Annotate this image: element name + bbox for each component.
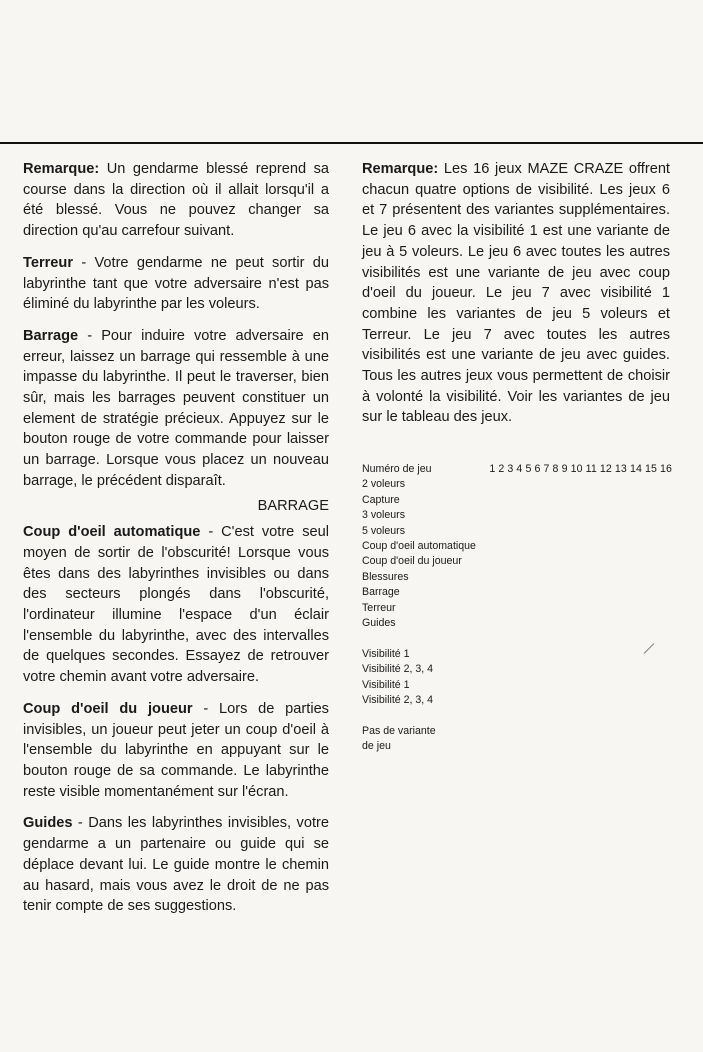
visibility-row: Visibilité 2, 3, 4: [362, 663, 434, 676]
term: Guides: [23, 815, 73, 832]
paragraph-text: - Pour induire votre adversaire en erreur, laissez un barrage qui ressemble à une impasse du labyrinthe. Il peut le traverser, bien sûr, mais les barrages peuvent constituer un element de stratégie précieux. Appuyez sur le bouton rouge de votre commande pour laisser un barrage. Lorsque vous placez un nouveau barrage, le précédent disparaît.: [23, 327, 329, 489]
table-header-label: Numéro de jeu: [362, 463, 432, 475]
game-numbers: 1 2 3 4 5 6 7 8 9 10 11 12 13 14 15 16: [489, 463, 672, 475]
table-row: Capture: [362, 493, 400, 506]
paragraph-text: Un gendarme blessé reprend sa course dans la direction où il allait lorsqu'il a été blessé. Vous ne pouvez changer sa direction qu'au carrefour suivant.: [23, 161, 329, 240]
visibility-row: Visibilité 2, 3, 4: [362, 694, 434, 707]
barrage-caption: BARRAGE: [257, 497, 329, 514]
table-row: Coup d'oeil automatique: [362, 540, 476, 553]
table-row: Terreur: [362, 601, 396, 614]
paragraph-text: - Votre gendarme ne peut sortir du labyrinthe tant que votre adversaire n'est pas éliminé du labyrinthe par les voleurs.: [23, 254, 329, 313]
table-row: Coup d'oeil du joueur: [362, 555, 462, 568]
table-row: 5 voleurs: [362, 524, 405, 537]
guides-paragraph: [23, 813, 329, 917]
coup-oeil-automatique-paragraph: [23, 522, 329, 688]
visibility-row: Visibilité 1: [362, 678, 410, 691]
table-spacer: [362, 708, 672, 723]
table-row: 3 voleurs: [362, 509, 405, 522]
table-row: Guides: [362, 617, 396, 630]
barrage-paragraph: [23, 326, 329, 492]
right-column: [362, 159, 670, 439]
table-header-row: [362, 462, 672, 477]
game-variant-table: [362, 462, 672, 755]
remarque-paragraph: [23, 159, 329, 242]
paragraph-text: Les 16 jeux MAZE CRAZE offrent chacun quatre options de visibilité. Les jeux 6 et 7 présentent des variantes supplémentaires. Le jeu 6 avec la visibilité 1 est une variante de jeu à 5 voleurs. Le jeu 6 avec toutes les autres visibilités est une variante de jeu avec coup d'oeil du joueur. Le jeu 7 avec visibilité 1 combine les variantes de jeu 5 voleurs et Terreur. Le jeu 7 avec toutes les autres visibilités est une variante de jeu avec guides. Tous les autres jeux vous permettent de choisir à volonté la visibilité. Voir les variantes de jeu sur le tableau des jeux.: [362, 161, 670, 426]
term: Remarque:: [362, 161, 439, 177]
term: Remarque:: [23, 161, 100, 177]
paragraph-text: - Lors de parties invisibles, un joueur peut jeter un coup d'oeil à l'ensemble du labyrinthe en appuyant sur le bouton rouge de sa commande. Le labyrinthe reste visible momentanément sur l'écran.: [23, 700, 329, 800]
term: Coup d'oeil du joueur: [23, 700, 193, 717]
table-row: Barrage: [362, 586, 400, 599]
remarque-visibility-paragraph: [362, 159, 670, 428]
table-footnote: de jeu: [362, 740, 391, 753]
visibility-row: Visibilité 1: [362, 647, 410, 660]
table-spacer: [362, 631, 672, 646]
term: Barrage: [23, 327, 79, 344]
table-footnote: Pas de variante: [362, 724, 436, 737]
terreur-paragraph: [23, 253, 329, 315]
table-row: 2 voleurs: [362, 478, 405, 491]
paragraph-text: - C'est votre seul moyen de sortir de l'obscurité! Lorsque vous êtes dans des labyrinthes invisibles ou dans des secteurs plongés dans l'obscurité, l'ordinateur illumine l'espace d'un éclair l'ensemble du labyrinthe, avec des intervalles de quelques secondes. Essayez de retrouver votre chemin avant votre adversaire.: [23, 524, 329, 686]
coup-oeil-joueur-paragraph: [23, 699, 329, 803]
term: Coup d'oeil automatique: [23, 524, 201, 541]
paragraph-text: - Dans les labyrinthes invisibles, votre gendarme a un partenaire ou guide qui se déplace devant lui. Le guide montre le chemin au hasard, mais vous avez le droit de ne pas tenir compte de ses suggestions.: [23, 815, 329, 915]
term: Terreur: [23, 254, 74, 271]
table-row: Blessures: [362, 570, 409, 583]
header-rule: [0, 142, 703, 144]
left-column: [23, 159, 329, 928]
